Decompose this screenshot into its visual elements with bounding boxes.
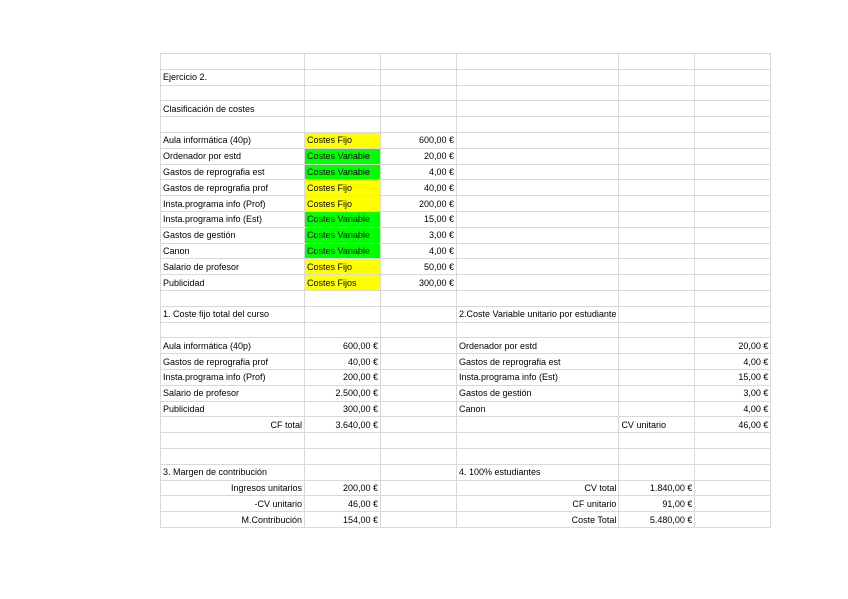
- cell[interactable]: [457, 180, 619, 196]
- title-cell[interactable]: Ejercicio 2.: [161, 69, 305, 85]
- totals-row: [161, 417, 771, 433]
- cost-concept[interactable]: Aula informática (40p): [161, 132, 305, 148]
- cell[interactable]: [305, 433, 381, 449]
- cell[interactable]: [695, 275, 771, 291]
- cell[interactable]: [457, 448, 619, 464]
- cell[interactable]: [619, 433, 695, 449]
- cost-amount[interactable]: 20,00 €: [381, 148, 457, 164]
- classification-row: [161, 259, 771, 275]
- summary-row: [161, 480, 771, 496]
- summary-row: [161, 496, 771, 512]
- cell[interactable]: [695, 85, 771, 101]
- cf-total-label[interactable]: CF total: [161, 417, 305, 433]
- cell[interactable]: [457, 148, 619, 164]
- cell[interactable]: [619, 306, 695, 322]
- cell[interactable]: [457, 275, 619, 291]
- total-cost-label[interactable]: Coste Total: [457, 512, 619, 528]
- cell[interactable]: [695, 496, 771, 512]
- summary-row: [161, 512, 771, 528]
- cell[interactable]: [619, 464, 695, 480]
- cell[interactable]: [695, 54, 771, 70]
- cell[interactable]: [619, 101, 695, 117]
- cell[interactable]: [161, 290, 305, 306]
- margin-label[interactable]: Ingresos unitarios: [161, 480, 305, 496]
- cell[interactable]: [161, 448, 305, 464]
- classification-row: [161, 196, 771, 212]
- margin-and-total-tables: [161, 480, 771, 527]
- cf-total-value[interactable]: 3.640,00 €: [305, 417, 381, 433]
- cost-type-badge[interactable]: Costes Variable: [305, 148, 381, 164]
- fixed-cost-concept[interactable]: Publicidad: [161, 401, 305, 417]
- cost-breakdown-row: [161, 401, 771, 417]
- cell[interactable]: [619, 354, 695, 370]
- sheet-row: [161, 101, 771, 117]
- cell[interactable]: [619, 401, 695, 417]
- cell[interactable]: [695, 512, 771, 528]
- cell[interactable]: [457, 290, 619, 306]
- cost-concept[interactable]: Gastos de reprografia prof: [161, 180, 305, 196]
- cell[interactable]: [695, 433, 771, 449]
- margin-value[interactable]: 46,00 €: [305, 496, 381, 512]
- cell[interactable]: [381, 69, 457, 85]
- cost-breakdown-row: [161, 354, 771, 370]
- cell[interactable]: [305, 117, 381, 133]
- cost-amount[interactable]: 3,00 €: [381, 227, 457, 243]
- fixed-cost-amount[interactable]: 2.500,00 €: [305, 385, 381, 401]
- cost-type-badge[interactable]: Costes Fijo: [305, 132, 381, 148]
- variable-cost-concept[interactable]: Gastos de gestión: [457, 385, 619, 401]
- cell[interactable]: [457, 243, 619, 259]
- cell[interactable]: [619, 69, 695, 85]
- cell[interactable]: [305, 448, 381, 464]
- cell[interactable]: [381, 448, 457, 464]
- cell[interactable]: [695, 101, 771, 117]
- cell[interactable]: [619, 259, 695, 275]
- cell[interactable]: [305, 306, 381, 322]
- cell[interactable]: [619, 117, 695, 133]
- fixed-cost-concept[interactable]: Salario de profesor: [161, 385, 305, 401]
- cell[interactable]: [695, 448, 771, 464]
- classification-row: [161, 148, 771, 164]
- cell[interactable]: [457, 101, 619, 117]
- cell[interactable]: [695, 211, 771, 227]
- variable-cost-amount[interactable]: 4,00 €: [695, 354, 771, 370]
- cost-amount[interactable]: 40,00 €: [381, 180, 457, 196]
- spreadsheet-grid: [160, 53, 771, 528]
- cell[interactable]: [161, 85, 305, 101]
- margin-value[interactable]: 200,00 €: [305, 480, 381, 496]
- cost-type-badge[interactable]: Costes Fijo: [305, 196, 381, 212]
- cell[interactable]: [381, 401, 457, 417]
- cell[interactable]: [381, 306, 457, 322]
- cell[interactable]: [619, 211, 695, 227]
- cost-amount[interactable]: 50,00 €: [381, 259, 457, 275]
- cell[interactable]: [695, 306, 771, 322]
- variable-cost-concept[interactable]: Gastos de reprografia est: [457, 354, 619, 370]
- cell[interactable]: [381, 54, 457, 70]
- cell[interactable]: [619, 243, 695, 259]
- cell[interactable]: [619, 85, 695, 101]
- section4-title[interactable]: 4. 100% estudiantes: [457, 464, 619, 480]
- cell[interactable]: [695, 196, 771, 212]
- sheet-row: [161, 322, 771, 338]
- cost-breakdown-row: [161, 385, 771, 401]
- variable-cost-concept[interactable]: Insta.programa info (Est): [457, 369, 619, 385]
- total-cost-value[interactable]: 5.480,00 €: [619, 512, 695, 528]
- sheet-row: [161, 54, 771, 70]
- cell[interactable]: [457, 164, 619, 180]
- classification-row: [161, 275, 771, 291]
- sheet-row: [161, 117, 771, 133]
- cell[interactable]: [381, 354, 457, 370]
- margin-label[interactable]: M.Contribución: [161, 512, 305, 528]
- cell[interactable]: [695, 148, 771, 164]
- classification-row: [161, 132, 771, 148]
- cell[interactable]: [695, 69, 771, 85]
- cell[interactable]: [619, 322, 695, 338]
- cell[interactable]: [695, 117, 771, 133]
- cell[interactable]: [695, 480, 771, 496]
- cell[interactable]: [161, 322, 305, 338]
- cell[interactable]: [619, 338, 695, 354]
- cell[interactable]: [305, 69, 381, 85]
- cost-breakdown-row: [161, 369, 771, 385]
- cell[interactable]: [457, 259, 619, 275]
- cell[interactable]: [619, 448, 695, 464]
- cell[interactable]: [619, 275, 695, 291]
- cost-concept[interactable]: Ordenador por estd: [161, 148, 305, 164]
- fixed-cost-concept[interactable]: Aula informática (40p): [161, 338, 305, 354]
- variable-cost-amount[interactable]: 20,00 €: [695, 338, 771, 354]
- cost-concept[interactable]: Gastos de gestión: [161, 227, 305, 243]
- variable-cost-concept[interactable]: Canon: [457, 401, 619, 417]
- cost-concept[interactable]: Publicidad: [161, 275, 305, 291]
- cell[interactable]: [695, 464, 771, 480]
- cell[interactable]: [457, 433, 619, 449]
- classification-row: [161, 211, 771, 227]
- cost-type-badge[interactable]: Costes Variable: [305, 227, 381, 243]
- cell[interactable]: [381, 385, 457, 401]
- cell[interactable]: [161, 117, 305, 133]
- cell[interactable]: [457, 132, 619, 148]
- cell[interactable]: [457, 227, 619, 243]
- cell[interactable]: [695, 164, 771, 180]
- classification-row: [161, 164, 771, 180]
- cost-breakdown-row: [161, 338, 771, 354]
- section3-title[interactable]: 3. Margen de contribución: [161, 464, 305, 480]
- cell[interactable]: [381, 496, 457, 512]
- variable-cost-concept[interactable]: Ordenador por estd: [457, 338, 619, 354]
- cell[interactable]: [381, 338, 457, 354]
- cost-amount[interactable]: 15,00 €: [381, 211, 457, 227]
- margin-label[interactable]: -CV unitario: [161, 496, 305, 512]
- cell[interactable]: [161, 54, 305, 70]
- cell[interactable]: [695, 180, 771, 196]
- cell[interactable]: [619, 196, 695, 212]
- cell[interactable]: [381, 512, 457, 528]
- cell[interactable]: [305, 322, 381, 338]
- sheet-row: [161, 464, 771, 480]
- cell[interactable]: [381, 290, 457, 306]
- cell[interactable]: [381, 85, 457, 101]
- fixed-cost-concept[interactable]: Insta.programa info (Prof): [161, 369, 305, 385]
- cell[interactable]: [619, 369, 695, 385]
- cell[interactable]: [619, 132, 695, 148]
- cost-type-badge[interactable]: Costes Variable: [305, 211, 381, 227]
- total-cost-value[interactable]: 91,00 €: [619, 496, 695, 512]
- cell[interactable]: [457, 85, 619, 101]
- cell[interactable]: [619, 290, 695, 306]
- cell[interactable]: [305, 290, 381, 306]
- cost-amount[interactable]: 300,00 €: [381, 275, 457, 291]
- cv-unitario-value[interactable]: 46,00 €: [695, 417, 771, 433]
- fixed-cost-amount[interactable]: 200,00 €: [305, 369, 381, 385]
- cell[interactable]: [457, 54, 619, 70]
- cell[interactable]: [695, 322, 771, 338]
- cost-type-badge[interactable]: Costes Variable: [305, 164, 381, 180]
- total-cost-label[interactable]: CF unitario: [457, 496, 619, 512]
- sheet-row: [161, 306, 771, 322]
- section1-title[interactable]: 1. Coste fijo total del curso: [161, 306, 305, 322]
- fixed-cost-amount[interactable]: 300,00 €: [305, 401, 381, 417]
- cell[interactable]: [381, 480, 457, 496]
- cell[interactable]: [381, 117, 457, 133]
- cost-type-badge[interactable]: Costes Variable: [305, 243, 381, 259]
- cell[interactable]: [695, 243, 771, 259]
- cost-concept[interactable]: Gastos de reprografia est: [161, 164, 305, 180]
- classification-row: [161, 227, 771, 243]
- cell[interactable]: [695, 259, 771, 275]
- cell[interactable]: [381, 101, 457, 117]
- fixed-cost-amount[interactable]: 600,00 €: [305, 338, 381, 354]
- cell[interactable]: [695, 132, 771, 148]
- cv-unitario-label[interactable]: CV unitario: [619, 417, 695, 433]
- cell[interactable]: [161, 433, 305, 449]
- cell[interactable]: [457, 69, 619, 85]
- cost-amount[interactable]: 600,00 €: [381, 132, 457, 148]
- cost-type-badge[interactable]: Costes Fijos: [305, 275, 381, 291]
- cost-concept[interactable]: Canon: [161, 243, 305, 259]
- cell[interactable]: [695, 290, 771, 306]
- cell[interactable]: [457, 196, 619, 212]
- classification-row: [161, 243, 771, 259]
- cell[interactable]: [457, 211, 619, 227]
- cell[interactable]: [381, 369, 457, 385]
- margin-value[interactable]: 154,00 €: [305, 512, 381, 528]
- cell[interactable]: [457, 417, 619, 433]
- sheet-row: [161, 290, 771, 306]
- cost-type-badge[interactable]: Costes Fijo: [305, 259, 381, 275]
- variable-cost-amount[interactable]: 3,00 €: [695, 385, 771, 401]
- cell[interactable]: [305, 85, 381, 101]
- fixed-variable-cost-tables: [161, 338, 771, 417]
- sheet-row: [161, 69, 771, 85]
- cost-concept[interactable]: Salario de profesor: [161, 259, 305, 275]
- cell[interactable]: [619, 148, 695, 164]
- cell[interactable]: [381, 417, 457, 433]
- cell[interactable]: [695, 227, 771, 243]
- cost-amount[interactable]: 4,00 €: [381, 164, 457, 180]
- total-cost-label[interactable]: CV total: [457, 480, 619, 496]
- cell[interactable]: [305, 101, 381, 117]
- section-title-cell[interactable]: Clasificación de costes: [161, 101, 305, 117]
- cell[interactable]: [619, 180, 695, 196]
- cell[interactable]: [305, 54, 381, 70]
- cell[interactable]: [381, 464, 457, 480]
- sheet-row: [161, 433, 771, 449]
- variable-cost-amount[interactable]: 15,00 €: [695, 369, 771, 385]
- sheet-row: [161, 85, 771, 101]
- cell[interactable]: [305, 464, 381, 480]
- fixed-cost-concept[interactable]: Gastos de reprografia prof: [161, 354, 305, 370]
- cell[interactable]: [619, 385, 695, 401]
- cell[interactable]: [381, 322, 457, 338]
- cost-amount[interactable]: 4,00 €: [381, 243, 457, 259]
- variable-cost-amount[interactable]: 4,00 €: [695, 401, 771, 417]
- cell[interactable]: [619, 164, 695, 180]
- cost-concept[interactable]: Insta.programa info (Est): [161, 211, 305, 227]
- cell[interactable]: [457, 117, 619, 133]
- cell[interactable]: [619, 54, 695, 70]
- total-cost-value[interactable]: 1.840,00 €: [619, 480, 695, 496]
- fixed-cost-amount[interactable]: 40,00 €: [305, 354, 381, 370]
- classification-row: [161, 180, 771, 196]
- sheet-row: [161, 448, 771, 464]
- cell[interactable]: [457, 322, 619, 338]
- section2-title[interactable]: 2.Coste Variable unitario por estudiante: [457, 306, 619, 322]
- cost-type-badge[interactable]: Costes Fijo: [305, 180, 381, 196]
- cost-amount[interactable]: 200,00 €: [381, 196, 457, 212]
- cost-concept[interactable]: Insta.programa info (Prof): [161, 196, 305, 212]
- classification-table: [161, 132, 771, 290]
- cell[interactable]: [381, 433, 457, 449]
- cell[interactable]: [619, 227, 695, 243]
